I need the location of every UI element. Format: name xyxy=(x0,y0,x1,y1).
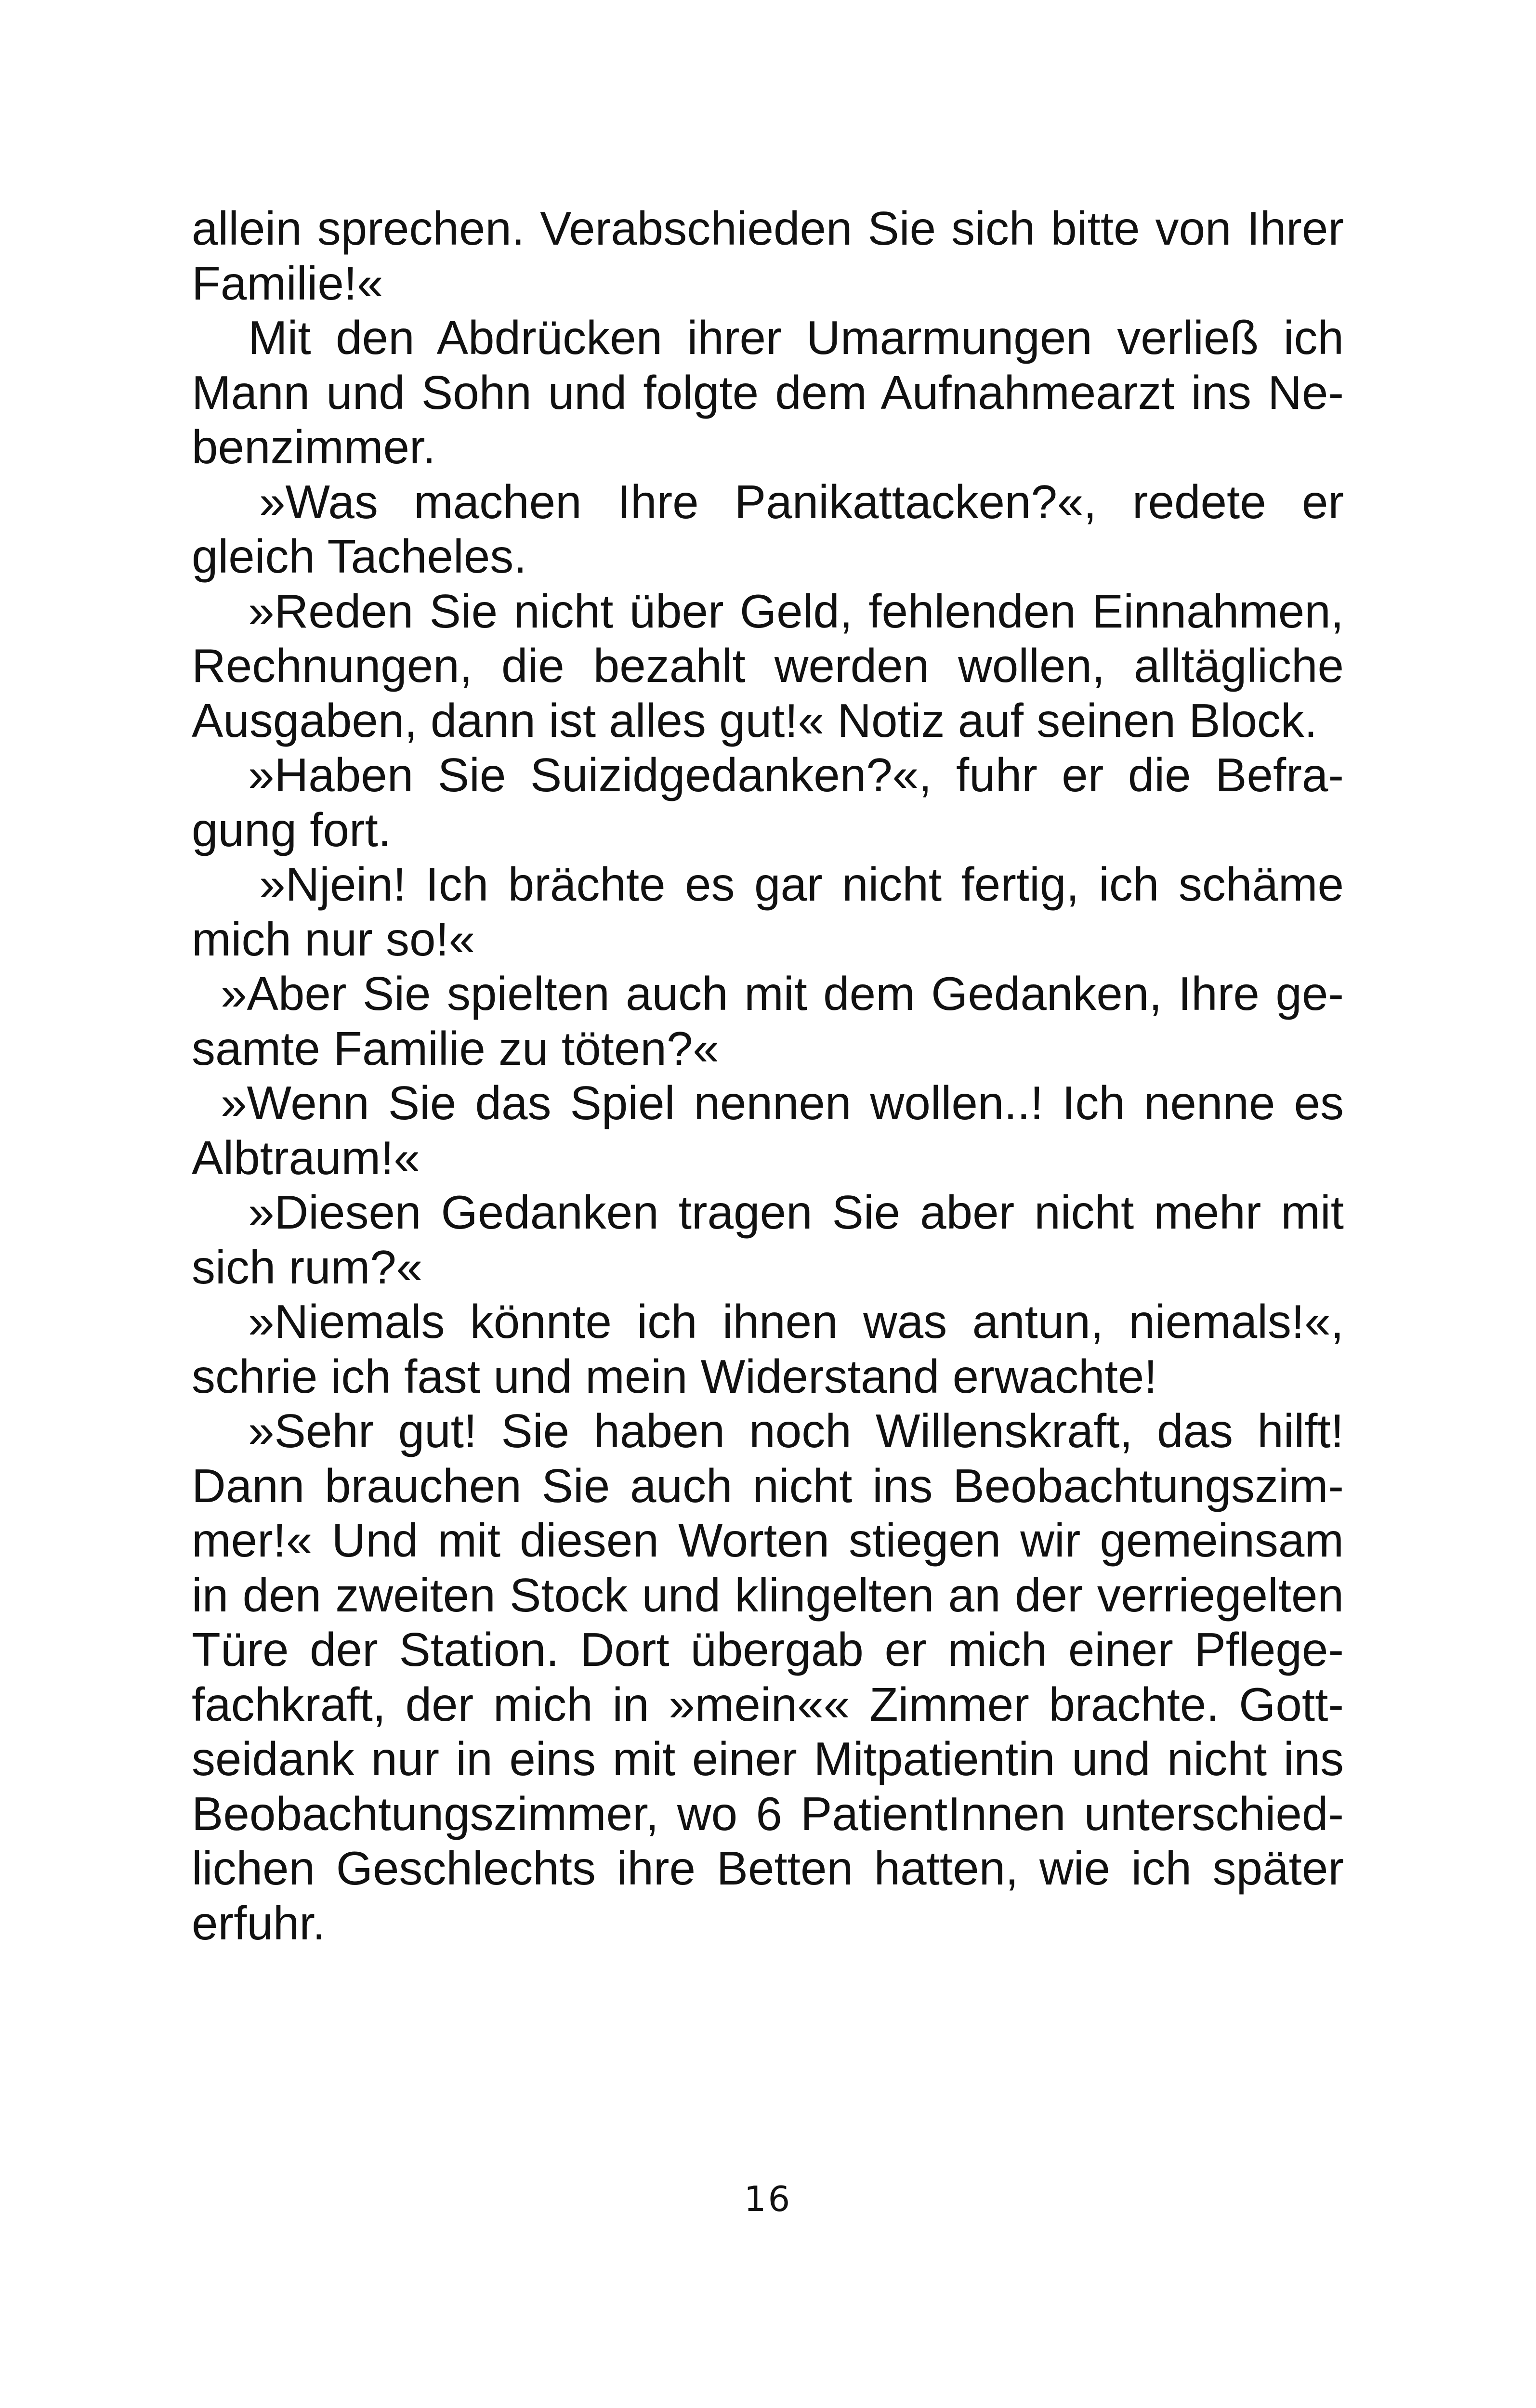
paragraph: »Reden Sie nicht über Geld, fehlenden Einnahmen, Rechnungen, die bezahlt werden wollen, alltägliche Ausgaben, dann ist alles gut!« Notiz auf seinen Block. xyxy=(192,584,1344,747)
paragraph: »Wenn Sie das Spiel nennen wollen..! Ich nenne es Albtraum!« xyxy=(192,1076,1344,1184)
body-text xyxy=(192,201,1344,1950)
page-number: 16 xyxy=(744,2179,792,2219)
paragraph: allein sprechen. Verabschieden Sie sich bitte von Ihrer Familie!« xyxy=(192,202,1344,310)
paragraph: Mit den Abdrücken ihrer Umarmungen verließ ich Mann und Sohn und folgte dem Aufnahmearzt ins Nebenzimmer. xyxy=(192,311,1344,473)
paragraph: »Was machen Ihre Panikattacken?«, redete er gleich Tacheles. xyxy=(192,475,1344,583)
paragraph: »Diesen Gedanken tragen Sie aber nicht mehr mit sich rum?« xyxy=(192,1186,1344,1294)
paragraph: »Haben Sie Suizidgedanken?«, fuhr er die Befragung fort. xyxy=(192,748,1344,856)
paragraph: »Sehr gut! Sie haben noch Willenskraft, das hilft! Dann brauchen Sie auch nicht ins Beobachtungszimmer!« Und mit diesen Worten stiegen wir gemeinsam in den zweiten Stock und klingelten an der verriegelten Türe der Station. Dort übergab er mich einer Pflegefachkraft, der mich in »mein«« Zimmer brachte. Gottseidank nur in eins mit einer Mitpatientin und nicht ins Beobachtungszimmer, wo 6 PatientInnen unterschiedlichen Geschlechts ihre Betten hatten, wie ich später erfuhr. xyxy=(192,1404,1344,1950)
paragraph: »Njein! Ich brächte es gar nicht fertig, ich schäme mich nur so!« xyxy=(192,858,1344,966)
paragraph: »Aber Sie spielten auch mit dem Gedanken, Ihre gesamte Familie zu töten?« xyxy=(192,967,1344,1075)
paragraph: »Niemals könnte ich ihnen was antun, niemals!«, schrie ich fast und mein Widerstand erwachte! xyxy=(192,1295,1344,1403)
